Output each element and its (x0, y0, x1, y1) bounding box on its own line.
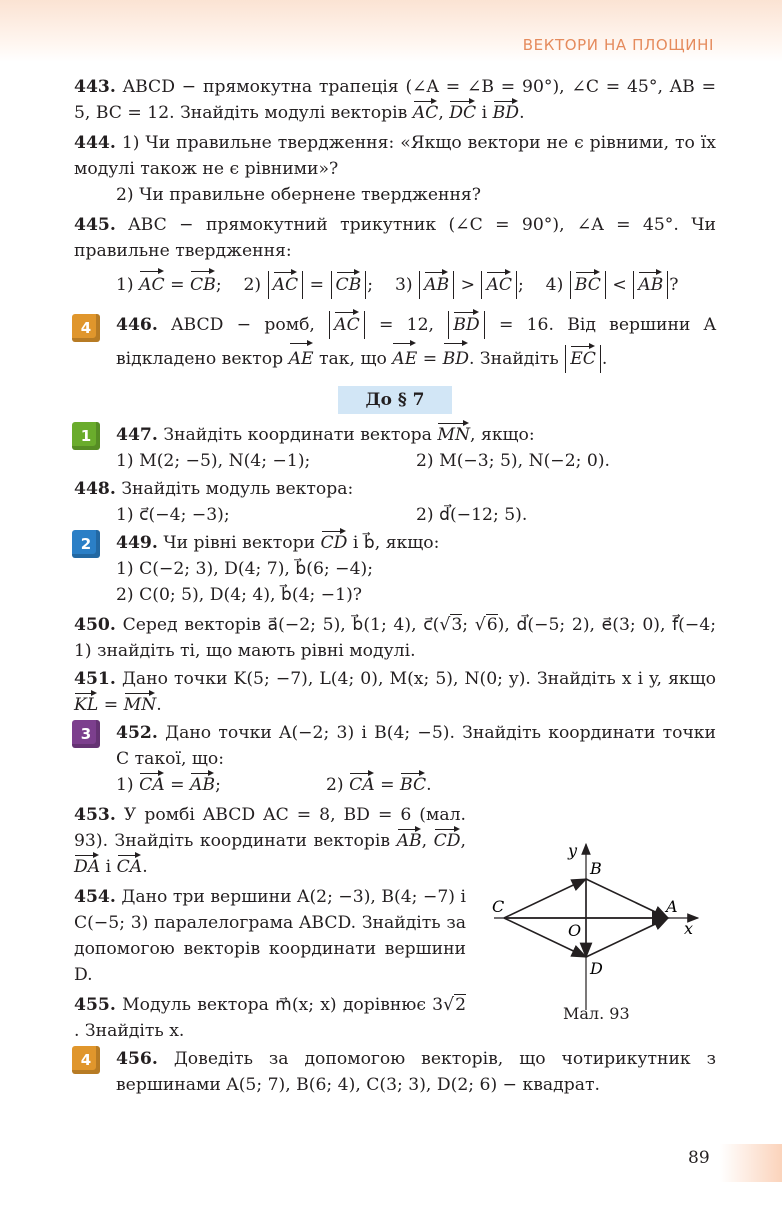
text: , (438, 103, 444, 123)
problem-number: 445. (74, 215, 116, 235)
problem-number: 447. (116, 425, 158, 445)
problem-455: 455. Модуль вектора m⃗(x; x) дорівнює 3√2. Знайдіть x. (74, 995, 466, 1041)
problem-451: 451. Дано точки K(5; −7), L(4; 0), M(x; 5), N(0; y). Знайдіть x і y, якщо KL = MN. (74, 666, 716, 718)
problem-text: так, що (319, 349, 387, 369)
problem-number: 450. (74, 615, 116, 635)
problem-text: Знайдіть координати вектора (163, 425, 432, 445)
problem-444 (74, 130, 716, 182)
problem-number: 454. (74, 887, 116, 907)
abs-value (329, 311, 365, 339)
problem-444-part2: 2) Чи правильне обернене твердження? (116, 185, 481, 205)
level-3-badge-icon: 3 (72, 720, 100, 748)
section-heading: До § 7 (338, 386, 452, 414)
problem-447 (74, 422, 716, 448)
label-a: A (666, 897, 678, 916)
vector-ab: AB (190, 772, 215, 798)
vector-ab: AB (638, 271, 663, 299)
problem-text: Серед векторів a⃗(−2; 5), b⃗(1; 4), c⃗( (122, 615, 440, 635)
vector-cb: CB (336, 271, 362, 299)
vector-ac: AC (273, 271, 299, 299)
vector-ca: CA (349, 772, 375, 798)
label-y: y (568, 841, 578, 860)
sqrt-value: 3 (451, 615, 463, 635)
option: 1) C(−2; 3), D(4; 7), b⃗(6; −4); (116, 559, 373, 579)
problem-text: = 12, (379, 315, 434, 335)
problem-456 (74, 1046, 716, 1098)
vector-ae: AE (289, 342, 314, 376)
abs-value (268, 271, 304, 299)
problem-447-block (74, 422, 716, 474)
problem-445-options: 1) AC = CB; 2) AC = CB ; 3) AB > AC ; 4) BC < AB ? (74, 270, 716, 300)
problem-text: Чи рівні вектори (163, 533, 316, 553)
problem-text: ), d⃗(−5; 2), e⃗(3; 0), f⃗(−4; 1) знайдіть ті, що мають рівні модулі. (74, 615, 716, 661)
side-cb (504, 879, 586, 918)
option-label: 2) (243, 275, 262, 295)
problem-450: 450. Серед векторів a⃗(−2; 5), b⃗(1; 4), c⃗(√3; √6), d⃗(−5; 2), e⃗(3; 0), f⃗(−4; 1) знайдіть ті, що мають рівні модулі. (74, 615, 716, 661)
vector-ae: AE (392, 342, 417, 376)
option: 1) CA = AB; (116, 772, 326, 798)
problem-452 (74, 720, 716, 772)
problem-453: 453. У ромбі ABCD AC = 8, BD = 6 (мал. 93). Знайдіть координати векторів AB, CD, DA і CA. (74, 802, 466, 880)
vector-bd: BD (493, 100, 519, 126)
problem-text: , якщо: (470, 425, 535, 445)
abs-value (419, 271, 454, 299)
problem-text: ABCD − прямокутна трапеція (∠A = ∠B = 90°), ∠C = 45°, (122, 77, 663, 97)
problem-number: 451. (74, 669, 116, 689)
problem-text: = 16. Від вершини A відкладено вектор (116, 315, 717, 369)
sqrt-value: 6 (486, 615, 498, 635)
level-2-badge-icon: 2 (72, 530, 100, 558)
option: 2) M(−3; 5), N(−2; 0). (416, 451, 611, 471)
problem-452-options (74, 772, 716, 798)
vector-bc: BC (575, 271, 601, 299)
option: 1) c⃗(−4; −3); (116, 505, 230, 525)
problem-text: ABC − прямокутний трикутник (∠C = 90°), ∠A = 45°. Чи правильне твердження: (74, 215, 716, 261)
label-b: B (590, 859, 602, 878)
level-4-badge-icon: 4 (72, 1046, 100, 1074)
label-o: O (568, 921, 582, 940)
abs-value (331, 271, 367, 299)
problem-text: ABCD − ромб, (171, 315, 315, 335)
vector-cd: CD (434, 828, 461, 854)
problem-449-block (74, 530, 716, 608)
figure-caption: Мал. 93 (563, 1004, 630, 1023)
problem-number: 453. (74, 805, 116, 825)
problem-text: Дано точки A(−2; 3) і B(4; −5). Знайдіть координати точки C такої, що: (116, 723, 717, 769)
problem-456-block (74, 1046, 716, 1098)
option-label: 3) (394, 275, 413, 295)
problem-number: 452. (116, 723, 158, 743)
problem-number: 455. (74, 995, 116, 1015)
side-da (586, 918, 668, 957)
option: 2) d⃗(−12; 5). (416, 505, 528, 525)
problem-text: У ромбі ABCD AC = 8, BD = 6 (мал. 93). Знайдіть координати векторів (74, 805, 467, 851)
option: 2) CA = BC. (326, 772, 432, 798)
problem-number: 448. (74, 479, 116, 499)
problem-text: Модуль вектора m⃗(x; x) дорівнює 3 (122, 995, 444, 1015)
vector-mn: MN (437, 422, 470, 448)
problem-number: 446. (116, 315, 158, 335)
vector-ac: AC (334, 311, 360, 339)
problem-number: 444. (74, 133, 116, 153)
vector-da: DA (74, 854, 100, 880)
option: 2) C(0; 5), D(4; 4), b⃗(4; −1)? (116, 585, 363, 605)
side-ba (586, 879, 668, 918)
option-label: 4) (545, 275, 564, 295)
abs-value (481, 271, 517, 299)
problem-text: і b⃗, якщо: (352, 533, 440, 553)
vector-cd: CD (321, 530, 348, 556)
problem-448-options (74, 502, 716, 528)
abs-value (565, 345, 601, 373)
option-label: 1) (116, 275, 134, 295)
vector-ca: CA (139, 772, 165, 798)
problem-number: 456. (116, 1049, 158, 1069)
problem-446-block (74, 308, 716, 376)
vector-ac: AC (413, 100, 439, 126)
page-number: 89 (688, 1148, 710, 1168)
text: . (519, 103, 525, 123)
vector-kl: KL (74, 692, 98, 718)
problem-445 (74, 212, 716, 264)
text: і (481, 103, 488, 123)
problem-447-options (74, 448, 716, 474)
label-x: x (684, 919, 694, 938)
rhombus-figure (486, 838, 716, 1028)
problem-446: 446. ABCD − ромб, AC = 12, BD = 16. Від вершини A відкладено вектор AE так, що AE = BD. Знайдіть EC . (74, 308, 716, 376)
problem-text: . Знайдіть (469, 349, 559, 369)
label-c: C (492, 897, 505, 916)
problem-454 (74, 884, 466, 988)
sqrt-value: 2 (455, 995, 466, 1015)
option: 1) M(2; −5), N(4; −1); (116, 451, 311, 471)
problem-text: Дано точки K(5; −7), L(4; 0), M(x; 5), N(0; y). Знайдіть x і y, якщо (121, 669, 716, 689)
vector-ab: AB (424, 271, 449, 299)
problem-text: . Знайдіть x. (74, 1021, 185, 1041)
label-d: D (590, 959, 603, 978)
problem-448 (74, 476, 716, 502)
vector-bd: BD (453, 311, 479, 339)
vector-cb: CB (190, 270, 216, 300)
vector-dc: DC (449, 100, 476, 126)
vector-ac: AC (139, 270, 165, 300)
vector-ab: AB (397, 828, 422, 854)
problem-number: 449. (116, 533, 158, 553)
page-corner-tab (720, 1144, 782, 1182)
level-4-badge-icon: 4 (72, 314, 100, 342)
abs-value (633, 271, 668, 299)
problem-text: Доведіть за допомогою векторів, що чотирикутник з вершинами A(5; 7), B(6; 4), C(3; 3), D(2; 6) − квадрат. (116, 1049, 716, 1095)
abs-value (570, 271, 606, 299)
problem-452-block (74, 720, 716, 798)
problem-text: 1) Чи правильне твердження: «Якщо вектори не є рівними, то їх модулі також не є рівними»? (74, 133, 716, 179)
problem-number: 443. (74, 77, 116, 97)
problem-text: Знайдіть модуль вектора: (121, 479, 354, 499)
running-header: ВЕКТОРИ НА ПЛОЩИНІ (522, 36, 714, 54)
level-1-badge-icon: 1 (72, 422, 100, 450)
problem-text: AB = 5, BC = 12. Знайдіть модулі векторів (74, 77, 716, 123)
abs-value (448, 311, 484, 339)
vector-bc: BC (400, 772, 426, 798)
vector-bd: BD (443, 342, 469, 376)
vector-ec: EC (570, 345, 596, 373)
vector-ac: AC (486, 271, 512, 299)
vector-ca: CA (117, 854, 143, 880)
problem-449 (74, 530, 716, 556)
problem-text: Дано три вершини A(2; −3), B(4; −7) і C(−5; 3) паралелограма ABCD. Знайдіть за допомогою векторів координати вершини D. (74, 887, 466, 985)
problem-443 (74, 74, 716, 126)
vector-mn: MN (124, 692, 157, 718)
